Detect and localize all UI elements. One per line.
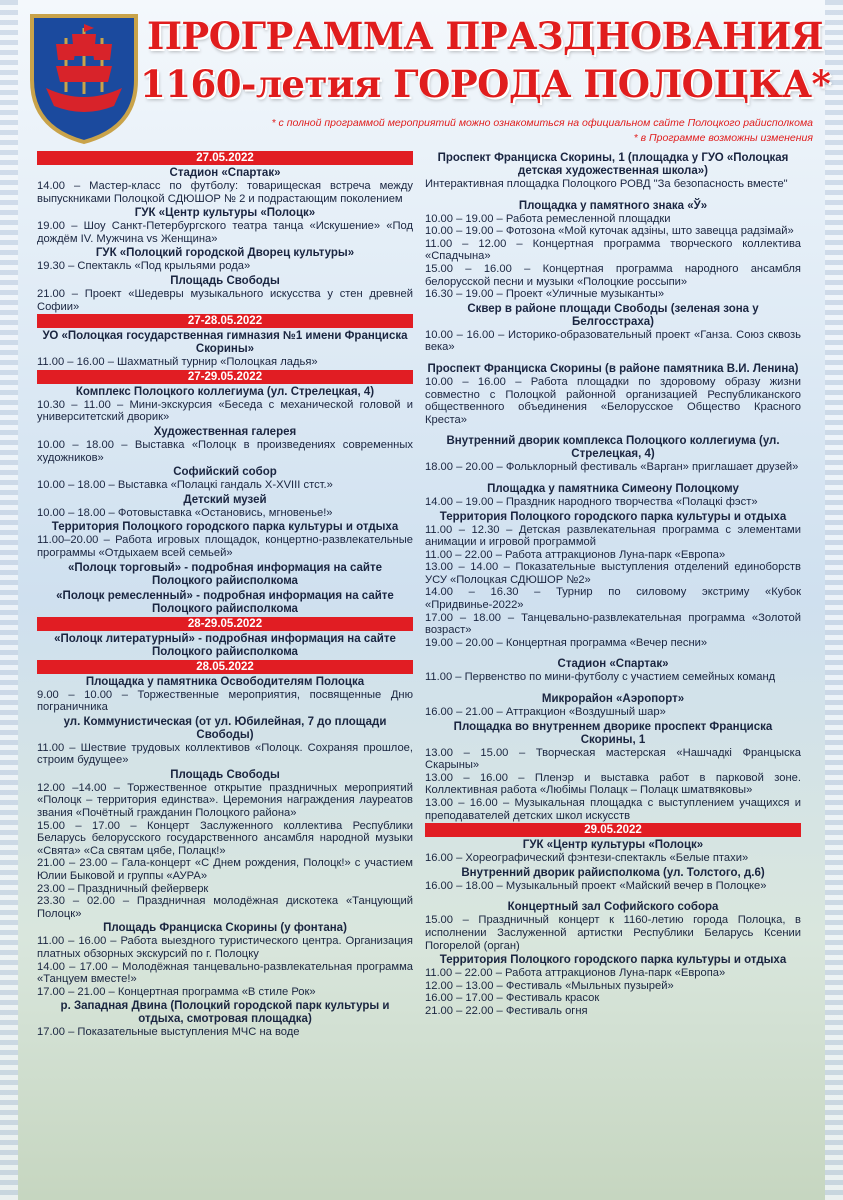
event-item: 16.00 – 18.00 – Музыкальный проект «Майский вечер в Полоцке» xyxy=(425,879,767,892)
event-item: 10.30 – 11.00 – Мини-экскурсия «Беседа с механической головой и университетский дворик» xyxy=(37,398,413,424)
venue-heading: Микрорайон «Аэропорт» xyxy=(541,693,685,706)
event-item: 11.00 – 12.30 – Детская развлекательная программа с элементами анимации и игровой программой xyxy=(425,523,801,549)
header xyxy=(0,0,843,150)
date-bar: 27-29.05.2022 xyxy=(37,370,413,384)
event-item: 12.00 – 13.00 – Фестиваль «Мыльных пузырей» xyxy=(425,979,674,992)
event-item: 10.00 – 18.00 – Выставка «Полоцк в произведениях современных художников» xyxy=(37,438,413,464)
venue-heading: Территория Полоцкого городского парка культуры и отдыха xyxy=(439,954,787,967)
event-item: 17.00 – 18.00 – Танцевально-развлекательная программа «Золотой возраст» xyxy=(425,611,801,637)
event-item: 21.00 – 23.00 – Гала-концерт «С Днем рождения, Полоцк!» с участием Юлии Быковой и группы «АУРА» xyxy=(37,857,413,883)
venue-heading: Площадка у памятного знака «Ў» xyxy=(518,199,708,212)
event-item: 23.30 – 02.00 – Праздничная молодёжная дискотека «Танцующий Полоцк» xyxy=(37,895,413,920)
event-item: 11.00 – 12.00 – Концертная программа творческого коллектива «Спадчына» xyxy=(425,237,801,263)
event-item: 18.00 – 20.00 – Фольклорный фестиваль «Варган» приглашает друзей» xyxy=(425,461,799,474)
polotsk-coat-of-arms-icon xyxy=(26,10,142,146)
event-item: 23.00 – Праздничный фейерверк xyxy=(37,882,209,895)
venue-heading: Проспект Франциска Скорины, 1 (площадка у ГУО «Полоцкая детская художественная школа») xyxy=(437,152,789,177)
venue-heading: р. Западная Двина (Полоцкий городской парк культуры и отдыха, смотровая площадка) xyxy=(60,1000,390,1026)
event-item: 19.30 – Спектакль «Под крыльями рода» xyxy=(37,260,251,273)
venue-heading: Софийский собор xyxy=(173,466,277,479)
venue-heading: Стадион «Спартак» xyxy=(557,658,669,671)
venue-heading: Площадка у памятника Освободителям Полоцка xyxy=(85,675,365,688)
date-bar: 28.05.2022 xyxy=(37,660,413,674)
venue-heading: Комплекс Полоцкого коллегиума (ул. Стрелецкая, 4) xyxy=(75,385,375,398)
venue-heading: Стадион «Спартак» xyxy=(169,167,281,179)
event-item: 19.00 – Шоу Санкт-Петербургского театра танца «Искушение» «Под дождём IV. Мужчина vs Женщина» xyxy=(37,220,413,245)
event-item: 13.00 – 14.00 – Показательные выступления отделений единоборств УСУ «Полоцкая СДЮШОР №2» xyxy=(425,561,801,586)
event-item: 14.00 – Мастер-класс по футболу: товарищеская встреча между выпускниками Полоцкой СДЮШОР № 2 и подрастающим поколением xyxy=(37,180,413,205)
event-item: 11.00 – Первенство по мини-футболу с участием семейных команд xyxy=(425,671,776,684)
event-item: 13.00 – 15.00 – Творческая мастерская «Нашчадкі Францыска Скарыны» xyxy=(425,746,801,772)
event-item: 11.00 – 22.00 – Работа аттракционов Луна-парк «Европа» xyxy=(425,548,726,561)
event-item: 11.00 – 22.00 – Работа аттракционов Луна-парк «Европа» xyxy=(425,967,726,980)
event-item: 14.00 – 19.00 – Праздник народного творчества «Полацкі фэст» xyxy=(425,495,758,508)
event-item: 13.00 – 16.00 – Музыкальная площадка с выступлением учащихся и преподавателей детских школ искусств xyxy=(425,797,801,822)
venue-heading: Площадь Свободы xyxy=(170,768,280,781)
page-title-line-1: ПРОГРАММА ПРАЗДНОВАНИЯ xyxy=(146,14,824,58)
venue-heading: Площадь Свободы xyxy=(170,274,280,287)
event-item: 11.00 – 16.00 – Шахматный турнир «Полоцкая ладья» xyxy=(37,356,318,369)
event-item: 10.00 – 18.00 – Выставка «Полацкі гандаль X-XVIII стст.» xyxy=(37,479,333,492)
venue-heading: Площадь Франциска Скорины (у фонтана) xyxy=(103,922,347,935)
event-item: 10.00 – 16.00 – Работа площадки по здоровому образу жизни совместно с Полоцкой районной организацией Республиканского общественного объединения «Белорусское Общество Красного Креста» xyxy=(425,375,801,426)
event-item: 17.00 – Показательные выступления МЧС на воде xyxy=(37,1026,300,1039)
event-item: 16.00 – 21.00 – Аттракцион «Воздушный шар» xyxy=(425,706,666,719)
event-item: 9.00 – 10.00 – Торжественные мероприятия, посвященные Дню пограничника xyxy=(37,688,413,714)
venue-heading: ГУК «Полоцкий городской Дворец культуры» xyxy=(95,247,355,260)
event-item: 10.00 – 19.00 – Фотозона «Мой куточак адзіны, што завецца радзімай» xyxy=(425,225,794,238)
venue-heading: Проспект Франциска Скорины (в районе памятника В.И. Ленина) xyxy=(427,362,799,375)
venue-heading: Концертный зал Софийского собора xyxy=(507,901,719,914)
event-item: 16.00 – 17.00 – Фестиваль красок xyxy=(425,992,600,1005)
event-item: 17.00 – 21.00 – Концертная программа «В стиле Рок» xyxy=(37,985,316,998)
date-bar: 27.05.2022 xyxy=(37,151,413,165)
event-item: 21.00 – Проект «Шедевры музыкального искусства у стен древней Софии» xyxy=(37,287,413,313)
date-bar: 28-29.05.2022 xyxy=(37,617,413,631)
venue-heading: «Полоцк торговый» - подробная информация на сайте Полоцкого райисполкома xyxy=(67,561,383,587)
venue-heading: Сквер в районе площади Свободы (зеленая зона у Белгосстраха) xyxy=(467,302,759,328)
event-item: 13.00 – 16.00 – Пленэр и выставка работ в парковой зоне. Коллективная работа «Любімы Полацк – Полацк шматвяковы» xyxy=(425,771,801,797)
event-item: 21.00 – 22.00 – Фестиваль огня xyxy=(425,1004,588,1017)
page-title-line-2: 1160-летия ГОРОДА ПОЛОЦКА* xyxy=(140,62,831,106)
venue-heading: Внутренний дворик комплекса Полоцкого коллегиума (ул. Стрелецкая, 4) xyxy=(446,435,780,461)
venue-heading: Площадка у памятника Симеону Полоцкому xyxy=(487,482,739,495)
footnote-changes: * в Программе возможны изменения xyxy=(633,132,813,144)
venue-heading: Детский музей xyxy=(183,493,267,506)
venue-heading: Территория Полоцкого городского парка культуры и отдыха xyxy=(439,510,787,523)
venue-heading: Художественная галерея xyxy=(153,425,297,438)
venue-heading: ул. Коммунистическая (от ул. Юбилейная, 7 до площади Свободы) xyxy=(63,715,387,741)
event-item: 19.00 – 20.00 – Концертная программа «Вечер песни» xyxy=(425,636,708,649)
footnote-full-program: * с полной программой мероприятий можно ознакомиться на официальном сайте Полоцкого райисполкома xyxy=(271,117,813,129)
event-item: Интерактивная площадка Полоцкого РОВД "За безопасность вместе" xyxy=(425,178,788,190)
date-bar: 27-28.05.2022 xyxy=(37,314,413,328)
event-item: 10.00 – 19.00 – Работа ремесленной площадки xyxy=(425,212,671,225)
event-item: 14.00 – 17.00 – Молодёжная танцевально-развлекательная программа «Танцуем вместе!» xyxy=(37,960,413,986)
event-item: 11.00 – 16.00 – Работа выездного туристического центра. Организация платных обзорных экскурсий по г. Полоцку xyxy=(37,935,413,960)
event-item: 11.00 – Шествие трудовых коллективов «Полоцк. Сохраняя прошлое, строим будущее» xyxy=(37,741,413,767)
event-item: 10.00 – 18.00 – Фотовыставка «Остановись, мгновенье!» xyxy=(37,506,333,519)
venue-heading: «Полоцк литературный» - подробная информация на сайте Полоцкого райисполкома xyxy=(54,632,396,658)
event-item: 15.00 – Праздничный концерт к 1160-летию города Полоцка, в исполнении Заслуженной артистки Республики Беларусь Ксении Погорелой (орган) xyxy=(425,914,801,952)
event-item: 12.00 –14.00 – Торжественное открытие праздничных мероприятий «Полоцк – территория единства». Церемония награждения лауреатов звания «Почётный гражданин Полоцкого района» xyxy=(37,781,413,820)
event-item: 10.00 – 16.00 – Историко-образовательный проект «Ганза. Союз сквозь века» xyxy=(425,328,801,354)
event-item: 15.00 – 17.00 – Концерт Заслуженного коллектива Республики Беларусь белорусского государственного ансамбля народной музыки «Свята» «Са святам цябе, Полацк!» xyxy=(37,819,413,857)
venue-heading: УО «Полоцкая государственная гимназия №1 имени Франциска Скорины» xyxy=(42,330,408,356)
venue-heading: «Полоцк ремесленный» - подробная информация на сайте Полоцкого райисполкома xyxy=(56,589,394,615)
event-item: 14.00 – 16.30 – Турнир по силовому экстриму «Кубок «Придвинье-2022» xyxy=(425,586,801,612)
right-column xyxy=(425,150,801,1018)
left-column xyxy=(37,150,413,1039)
event-item: 16.00 – Хореографический фэнтези-спектакль «Белые птахи» xyxy=(425,852,749,865)
venue-heading: Внутренний дворик райисполкома (ул. Толстого, д.6) xyxy=(461,866,765,879)
ornament-border-left xyxy=(0,0,18,1200)
venue-heading: ГУК «Центр культуры «Полоцк» xyxy=(134,207,316,220)
event-item: 11.00–20.00 – Работа игровых площадок, концертно-развлекательные программы «Отдыхаем всей семьей» xyxy=(37,534,413,559)
venue-heading: Территория Полоцкого городского парка культуры и отдыха xyxy=(51,521,399,534)
venue-heading: ГУК «Центр культуры «Полоцк» xyxy=(522,839,704,852)
event-item: 16.30 – 19.00 – Проект «Уличные музыканты» xyxy=(425,288,665,301)
venue-heading: Площадка во внутреннем дворике проспект Франциска Скорины, 1 xyxy=(453,720,773,746)
ornament-border-right xyxy=(825,0,843,1200)
event-item: 15.00 – 16.00 – Концертная программа народного ансамбля белорусской песни и музыки «Полоцкие россыпи» xyxy=(425,262,801,288)
date-bar: 29.05.2022 xyxy=(425,823,801,837)
